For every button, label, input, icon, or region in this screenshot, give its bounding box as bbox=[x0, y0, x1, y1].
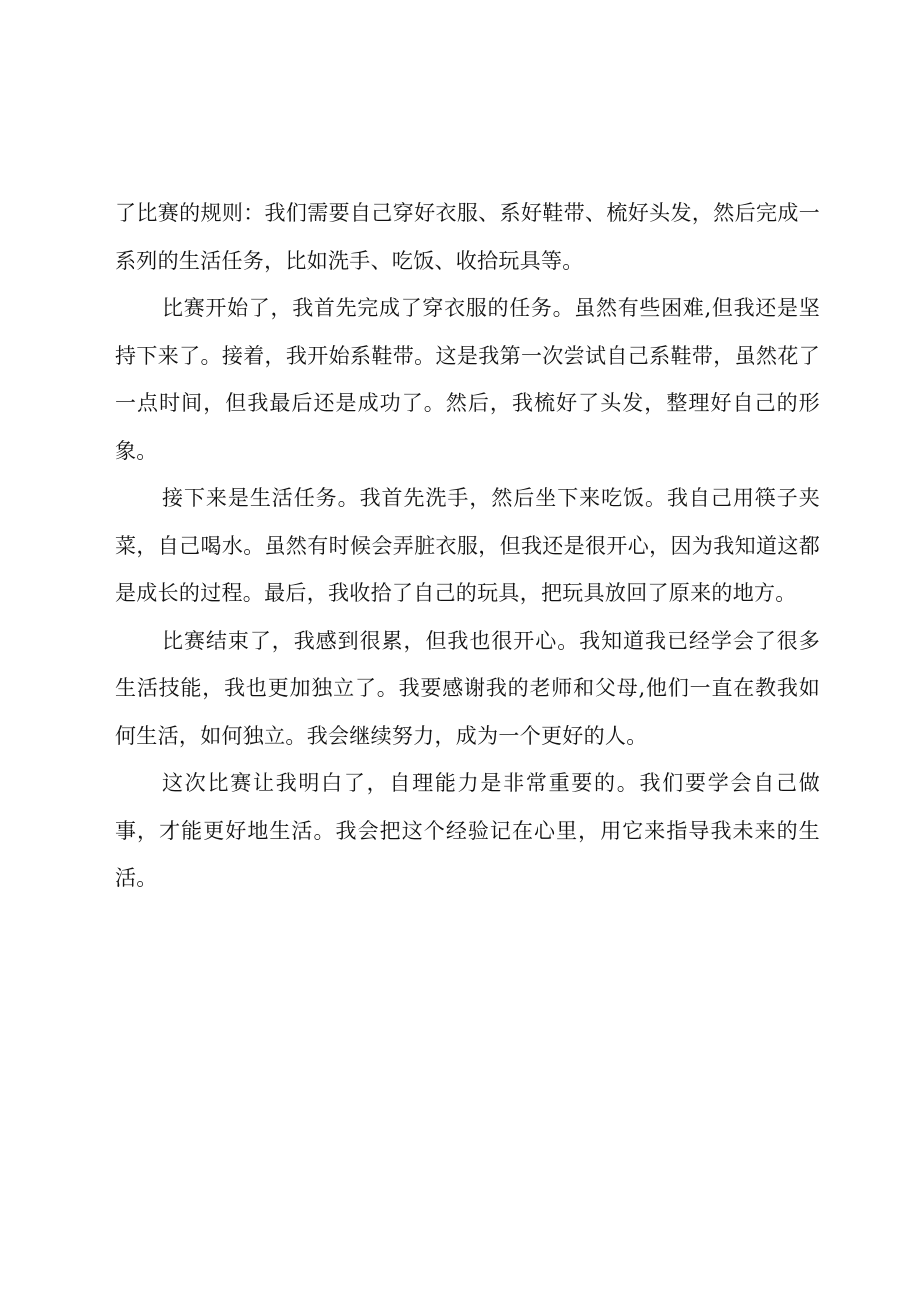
document-body bbox=[115, 190, 820, 903]
paragraph-continuation: 了比赛的规则：我们需要自己穿好衣服、系好鞋带、梳好头发，然后完成一系列的生活任务，比如洗手、吃饭、收拾玩具等。 bbox=[115, 201, 820, 273]
paragraph: 接下来是生活任务。我首先洗手，然后坐下来吃饭。我自己用筷子夹菜，自己喝水。虽然有时候会弄脏衣服，但我还是很开心，因为我知道这都是成长的过程。最后，我收拾了自己的玩具，把玩具放回了原来的地方。 bbox=[115, 486, 820, 605]
paragraph: 比赛开始了，我首先完成了穿衣服的任务。虽然有些困难,但我还是坚持下来了。接着，我开始系鞋带。这是我第一次尝试自己系鞋带，虽然花了一点时间，但我最后还是成功了。然后，我梳好了头发，整理好自己的形象。 bbox=[115, 296, 820, 463]
paragraph: 比赛结束了，我感到很累，但我也很开心。我知道我已经学会了很多生活技能，我也更加独立了。我要感谢我的老师和父母,他们一直在教我如何生活，如何独立。我会继续努力，成为一个更好的人。 bbox=[115, 628, 820, 748]
paragraph: 这次比赛让我明白了，自理能力是非常重要的。我们要学会自己做事，才能更好地生活。我会把这个经验记在心里，用它来指导我未来的生活。 bbox=[115, 771, 820, 890]
